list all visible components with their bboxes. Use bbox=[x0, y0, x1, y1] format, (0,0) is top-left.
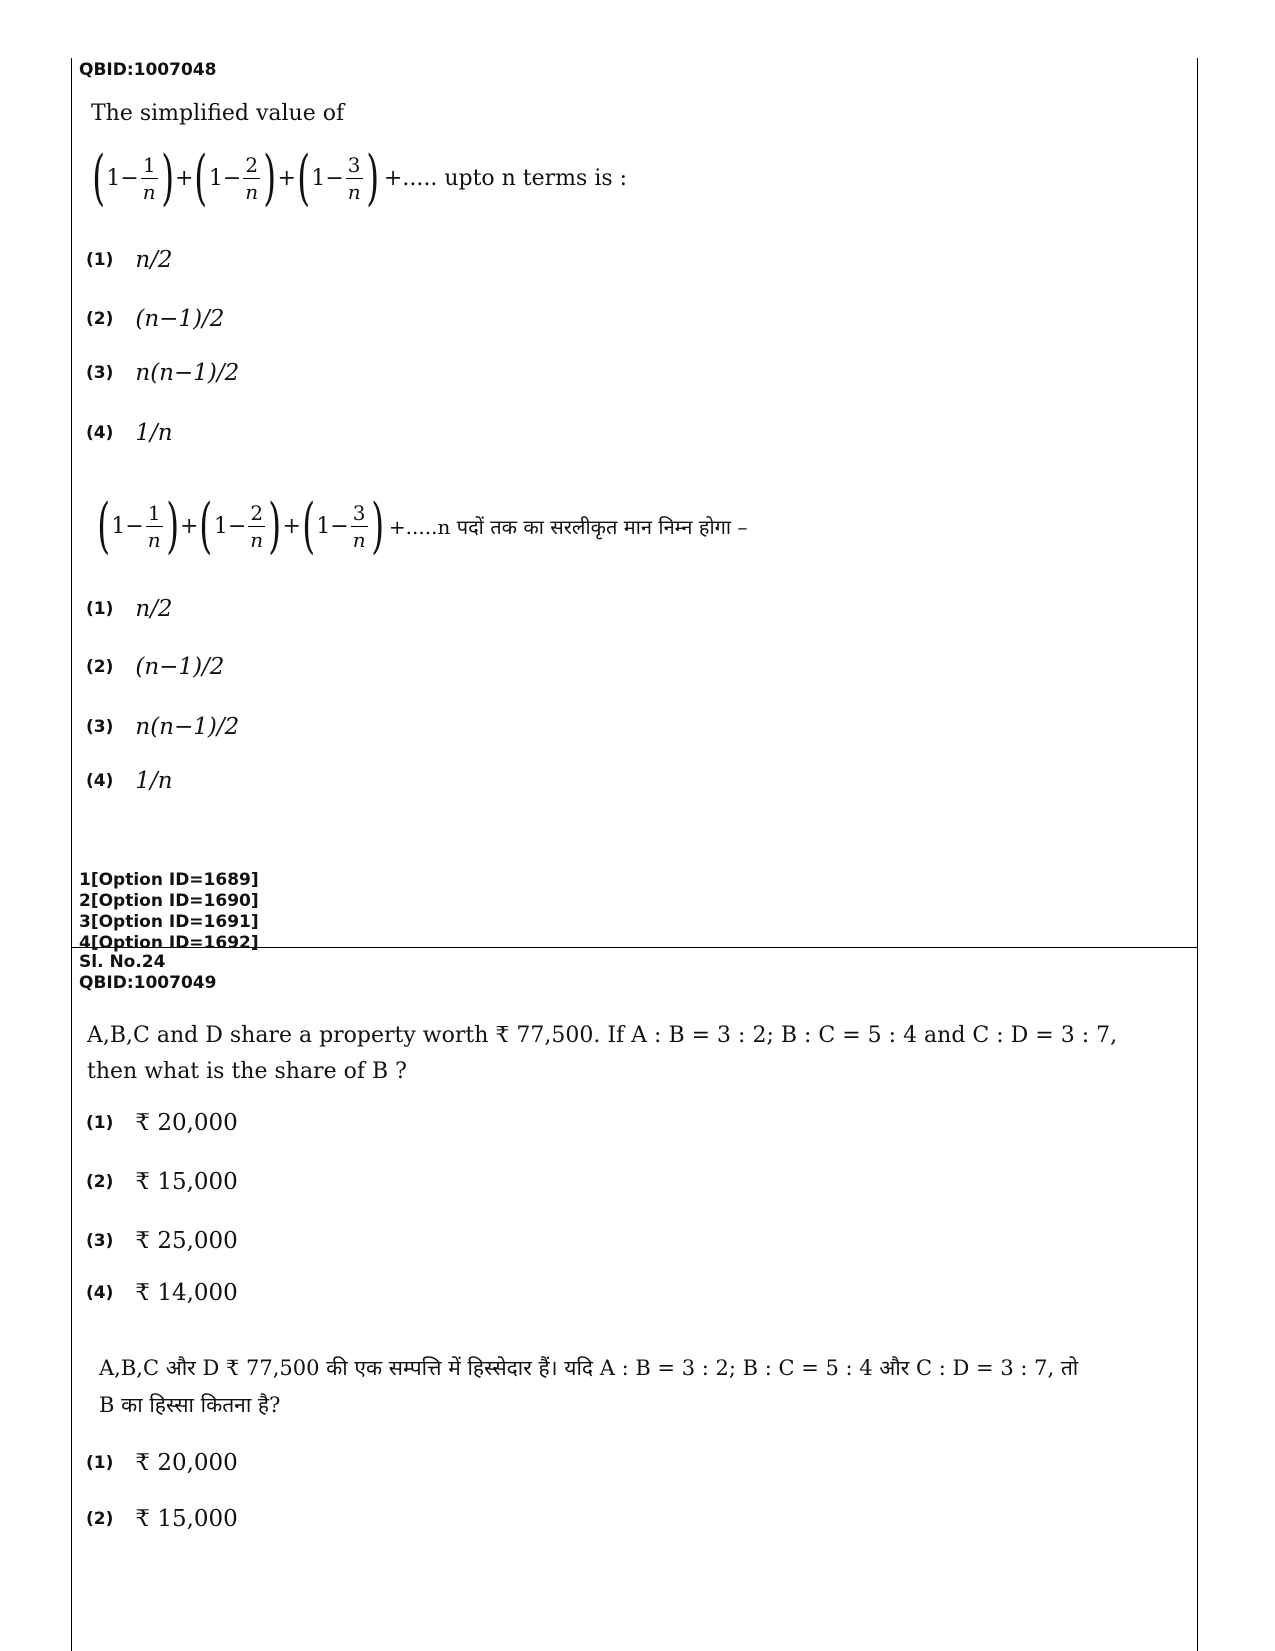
option-4-hindi[interactable]: (4) 1/n bbox=[86, 768, 173, 794]
option-id: 1[Option ID=1689] bbox=[79, 870, 259, 890]
left-border bbox=[71, 58, 72, 1651]
question-intro: The simplified value of bbox=[91, 101, 345, 126]
option-3[interactable]: (3) ₹ 25,000 bbox=[86, 1228, 238, 1254]
option-id: 4[Option ID=1692] bbox=[79, 933, 259, 953]
option-2-hindi[interactable]: (2) (n−1)/2 bbox=[86, 654, 225, 680]
serial-number: Sl. No.24 bbox=[79, 952, 166, 972]
option-1-hindi[interactable]: (1) n/2 bbox=[86, 596, 173, 622]
question-expression-hindi: ( 1 − $\frac{1}{n}$ ) + ( 1 − $\frac{2}{n}$ ) + ( 1 − $\frac{3}{n}$ ) +.....n पदों तक का सरलीकृत मान निम्न होगा – bbox=[97, 491, 748, 561]
option-3-hindi[interactable]: (3) n(n−1)/2 bbox=[86, 714, 240, 740]
question-text-hindi-line-2: B का हिस्सा कितना है? bbox=[99, 1393, 281, 1417]
expression-tail: +..... upto n terms is : bbox=[383, 165, 628, 191]
fraction: $\frac{1}{n}$ bbox=[142, 152, 156, 204]
option-2-hindi[interactable]: (2) ₹ 15,000 bbox=[86, 1506, 238, 1532]
qbid-label: QBID:1007048 bbox=[79, 60, 217, 80]
question-text-line-2: then what is the share of B ? bbox=[87, 1059, 407, 1084]
option-4[interactable]: (4) ₹ 14,000 bbox=[86, 1280, 238, 1306]
option-id: 2[Option ID=1690] bbox=[79, 891, 259, 911]
fraction: $\frac{2}{n}$ bbox=[245, 152, 259, 204]
option-2[interactable]: (2) ₹ 15,000 bbox=[86, 1169, 238, 1195]
option-2[interactable]: (2) (n−1)/2 bbox=[86, 306, 225, 332]
question-expression: ( 1 − $\frac{1}{n}$ ) + ( 1 − $\frac{2}{n}$ ) + ( 1 − $\frac{3}{n}$ ) +..... upto n terms is : bbox=[92, 143, 628, 213]
question-text-hindi-line-1: A,B,C और D ₹ 77,500 की एक सम्पत्ति में हिस्सेदार हैं। यदि A : B = 3 : 2; B : C = 5 : 4 और C : D = 3 : 7, तो bbox=[99, 1356, 1079, 1380]
question-text-line-1: A,B,C and D share a property worth ₹ 77,500. If A : B = 3 : 2; B : C = 5 : 4 and C : D = 3 : 7, bbox=[87, 1023, 1118, 1048]
fraction: $\frac{3}{n}$ bbox=[352, 500, 366, 552]
qbid-label: QBID:1007049 bbox=[79, 973, 217, 993]
fraction: $\frac{2}{n}$ bbox=[250, 500, 264, 552]
option-4[interactable]: (4) 1/n bbox=[86, 420, 173, 446]
option-1-hindi[interactable]: (1) ₹ 20,000 bbox=[86, 1450, 238, 1476]
fraction: $\frac{1}{n}$ bbox=[147, 500, 161, 552]
right-border bbox=[1197, 58, 1198, 1651]
fraction: $\frac{3}{n}$ bbox=[347, 152, 361, 204]
option-3[interactable]: (3) n(n−1)/2 bbox=[86, 360, 240, 386]
option-id-list bbox=[79, 870, 259, 954]
option-1[interactable]: (1) ₹ 20,000 bbox=[86, 1110, 238, 1136]
expression-tail-hindi: +.....n पदों तक का सरलीकृत मान निम्न होगा – bbox=[388, 514, 748, 539]
option-id: 3[Option ID=1691] bbox=[79, 912, 259, 932]
option-1[interactable]: (1) n/2 bbox=[86, 247, 173, 273]
